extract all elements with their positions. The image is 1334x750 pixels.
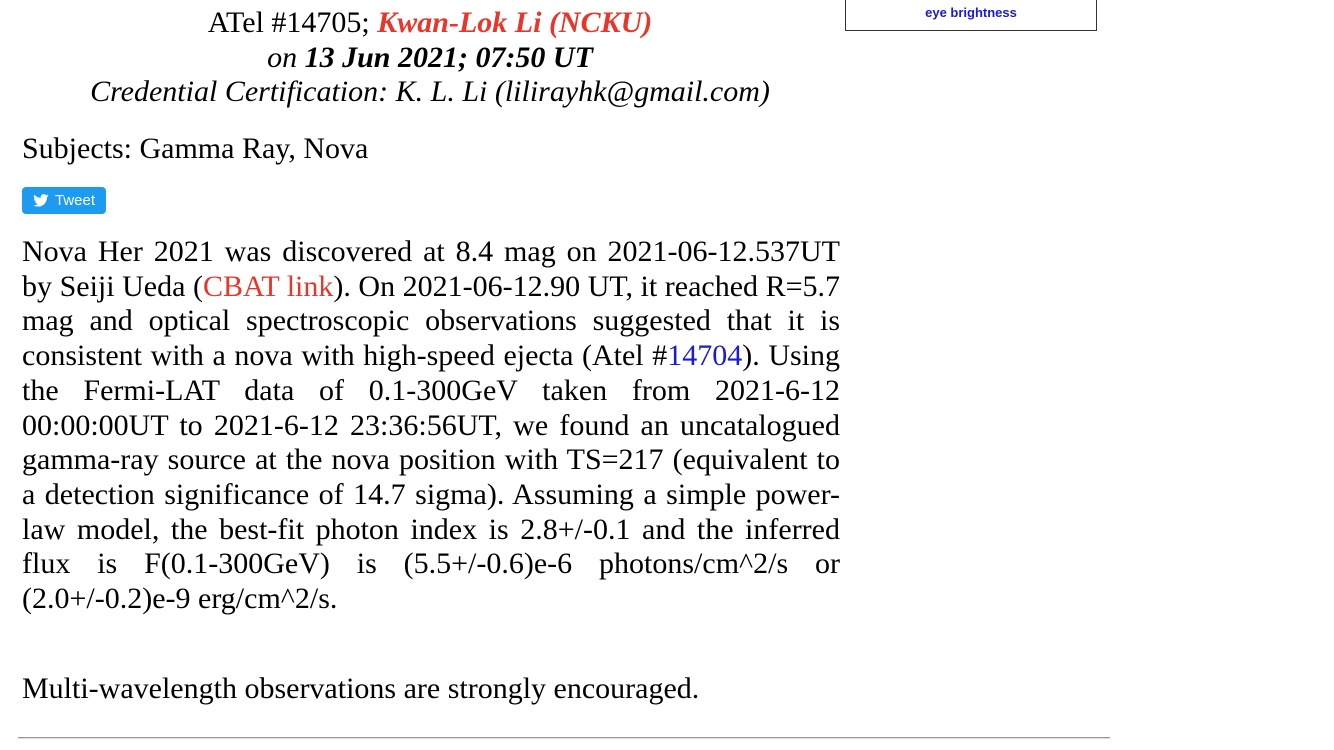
twitter-bird-icon <box>33 194 49 207</box>
sidebar-box <box>845 0 1097 31</box>
post-date: 13 Jun 2021; 07:50 UT <box>304 40 593 74</box>
credential-line: Credential Certification: K. L. Li (lilirayhk@gmail.com) <box>90 75 770 108</box>
sidebar-link-eye-brightness[interactable]: eye brightness <box>925 5 1017 20</box>
tweet-button[interactable] <box>22 187 106 214</box>
closing-sentence: Multi-wavelength observations are strongly encouraged. <box>22 672 700 705</box>
atel-body-paragraph <box>22 235 840 617</box>
author-name: Kwan-Lok Li (NCKU) <box>377 6 653 39</box>
subjects-line: Subjects: Gamma Ray, Nova <box>22 132 369 165</box>
body-part-2: ). On 2021-06-12.90 UT, it reached R=5.7 mag and optical spectroscopic observations suggested that it is consistent with a nova with high-speed ejecta (Atel # <box>22 269 841 373</box>
atel-header <box>20 6 840 110</box>
body-part-3: ). Using the Fermi-LAT data of 0.1-300GeV taken from 2021-6-12 00:00:00UT to 2021-6-12 23:36:56UT, we found an uncatalogued gamma-ray source at the nova position with TS=217 (equivalent to a detection significance of 14.7 sigma). Assuming a simple power-law model, the best-fit photon index is 2.8+/-0.1 and the inferred flux is F(0.1-300GeV) is (5.5+/-0.6)e-6 photons/cm^2/s or (2.0+/-0.2)e-9 erg/cm^2/s. <box>22 339 840 616</box>
date-line <box>20 41 840 76</box>
body-part-1: Nova Her 2021 was discovered at 8.4 mag on 2021-06-12.537UT by Seiji Ueda ( <box>22 235 840 303</box>
section-divider <box>18 737 1110 739</box>
atel-14704-link[interactable]: 14704 <box>667 339 743 373</box>
cbat-link[interactable]: CBAT link <box>202 269 334 303</box>
tweet-label: Tweet <box>54 192 96 209</box>
atel-title-line <box>20 6 840 41</box>
date-prefix: on <box>267 40 305 74</box>
atel-number: ATel #14705; <box>207 6 378 39</box>
